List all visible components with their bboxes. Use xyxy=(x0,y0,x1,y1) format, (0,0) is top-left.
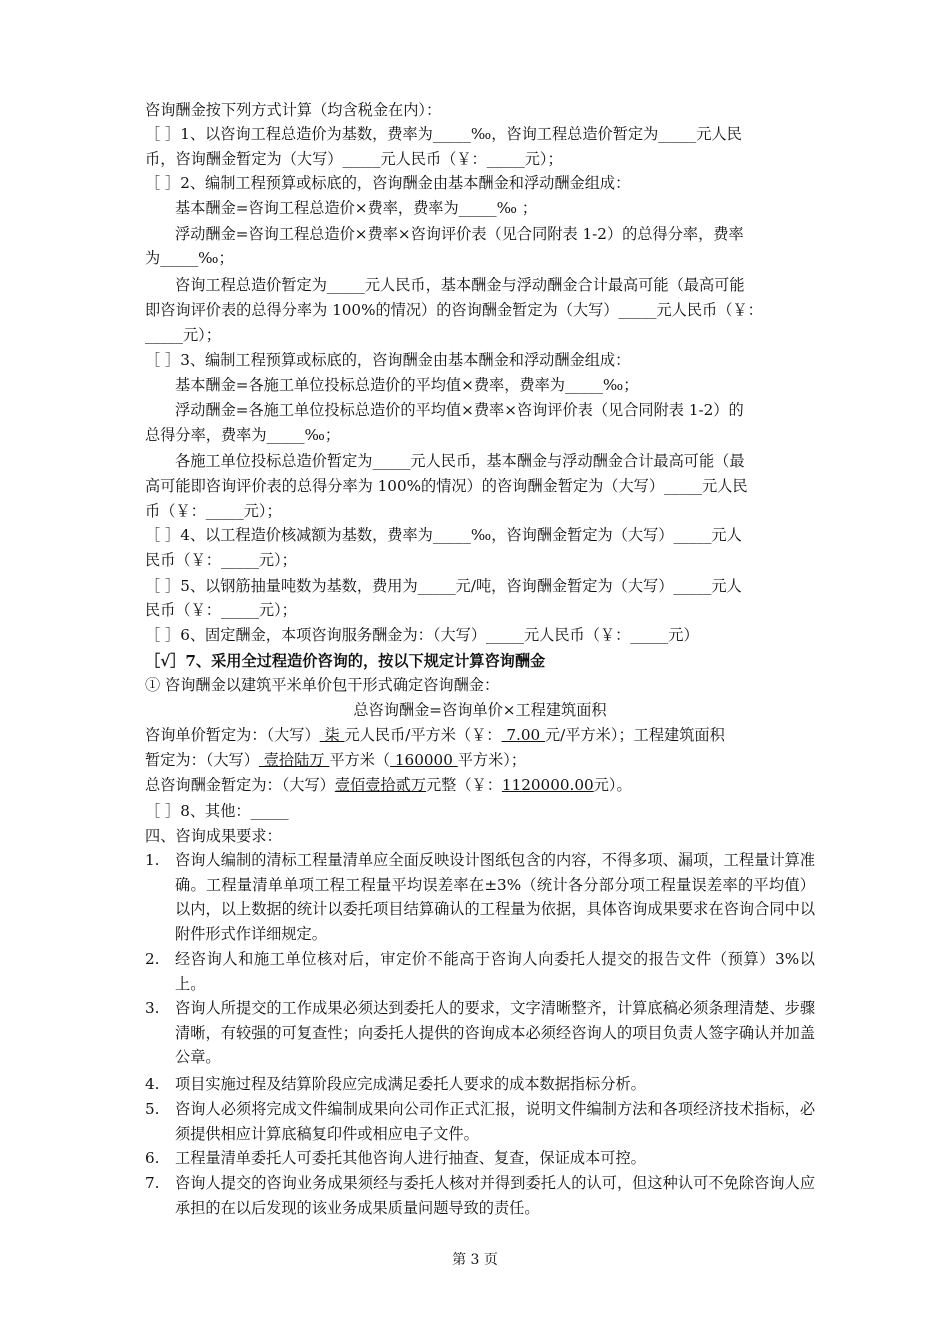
option-3-heading: ［ ］3、编制工程预算或标底的，咨询酬金由基本酬金和浮动酬金组成： xyxy=(145,351,631,369)
item-number: 3. xyxy=(145,999,160,1017)
item-text: 项目实施过程及结算阶段应完成满足委托人要求的成本数据指标分析。 xyxy=(175,1075,646,1093)
total-fee-label: 总咨询酬金暂定为：（大写） xyxy=(145,776,335,794)
item-text: 咨询人编制的清标工程量清单应全面反映设计图纸包含的内容，不得多项、漏项，工程量计算准确。工程量清单单项工程工程量平均误差率在±3%（统计各分部分项工程量误差率的平均值）以内，以上数据的统计以委托项目结算确认的工程量为依据，具体咨询成果要求在咨询合同中以附件形式作详细规定。 xyxy=(175,851,815,943)
requirement-item xyxy=(145,947,815,996)
option-2-total-line-1: 咨询工程总造价暂定为_____元人民币，基本酬金与浮动酬金合计最高可能（最高可能 xyxy=(175,276,745,294)
requirement-item xyxy=(145,1146,815,1171)
option-6-line: ［ ］6、固定酬金，本项咨询服务酬金为：（大写）_____元人民币（￥：_____元） xyxy=(145,626,699,644)
item-text: 经咨询人和施工单位核对后，审定价不能高于咨询人向委托人提交的报告文件（预算）3%以上。 xyxy=(175,950,815,993)
item-text: 咨询人必须将完成文件编制成果向公司作正式汇报，说明文件编制方法和各项经济技术指标，必须提供相应计算底稿复印件或相应电子文件。 xyxy=(175,1100,815,1143)
item-text: 咨询人所提交的工作成果必须达到委托人的要求，文字清晰整齐，计算底稿必须条理清楚、步骤清晰，有较强的可复查性；向委托人提供的咨询成本必须经咨询人的项目负责人签字确认并加盖公章。 xyxy=(175,999,815,1066)
section-4-heading: 四、咨询成果要求： xyxy=(145,827,282,845)
unit-price-line xyxy=(145,723,815,748)
area-line xyxy=(145,748,815,773)
unit-price-unit: 元人民币/平方米（￥： xyxy=(344,726,502,744)
item-number: 7. xyxy=(145,1174,160,1192)
option-7-method: ① 咨询酬金以建筑平米单价包干形式确定咨询酬金： xyxy=(145,676,500,694)
option-2-total-line-3: _____元）； xyxy=(145,326,221,344)
area-words: 壹拾陆万 xyxy=(258,751,330,769)
option-1-line-2: 币，咨询酬金暂定为（大写）_____元人民币（￥：_____元）； xyxy=(145,150,563,168)
unit-price-label: 咨询单价暂定为：（大写） xyxy=(145,726,320,744)
option-7-formula: 总咨询酬金=咨询单价×工程建筑面积 xyxy=(353,701,607,719)
item-number: 1. xyxy=(145,851,160,869)
total-fee-line xyxy=(145,773,815,798)
option-5-line-2: 民币（￥：_____元）； xyxy=(145,601,297,619)
item-number: 4. xyxy=(145,1075,160,1093)
unit-price-tail: 元/平方米）；工程建筑面积 xyxy=(544,726,725,744)
requirement-item xyxy=(145,996,815,1070)
option-3-float-rate: 总得分率，费率为_____‰； xyxy=(145,426,341,444)
area-label: 暂定为：（大写） xyxy=(145,751,259,769)
area-tail: 平方米）； xyxy=(457,751,527,769)
unit-price-words: 柒 xyxy=(319,726,345,744)
requirement-item xyxy=(145,1072,815,1097)
item-number: 2. xyxy=(145,950,160,968)
item-number: 5. xyxy=(145,1100,160,1118)
option-3-total-line-3: 币（￥：_____元）； xyxy=(145,502,282,520)
option-5-line-1: ［ ］5、以钢筋抽量吨数为基数，费用为_____元/吨，咨询酬金暂定为（大写）_____元人 xyxy=(145,577,742,595)
total-fee-number: 1120000.00 xyxy=(501,776,594,794)
option-1-line-1: ［ ］1、以咨询工程总造价为基数，费率为_____‰，咨询工程总造价暂定为_____元人民 xyxy=(145,125,742,143)
unit-price-number: 7.00 xyxy=(501,726,545,744)
item-text: 工程量清单委托人可委托其他咨询人进行抽查、复查，保证成本可控。 xyxy=(175,1149,646,1167)
total-fee-unit: 元整（￥： xyxy=(425,776,502,794)
option-3-total-line-1: 各施工单位投标总造价暂定为_____元人民币，基本酬金与浮动酬金合计最高可能（最 xyxy=(175,452,745,470)
requirement-item xyxy=(145,1171,815,1220)
page-number: 第 3 页 xyxy=(452,1252,498,1268)
option-2-float-fee: 浮动酬金=咨询工程总造价×费率×咨询评价表（见合同附表 1-2）的总得分率，费率 xyxy=(175,225,744,243)
option-2-total-line-2: 即咨询评价表的总得分率为 100%的情况）的咨询酬金暂定为（大写）_____元人民币（￥： xyxy=(145,301,763,319)
area-unit: 平方米（ xyxy=(329,751,391,769)
total-fee-words: 壹佰壹拾贰万 xyxy=(334,776,426,794)
option-3-base-fee: 基本酬金=各施工单位投标总造价的平均值×费率，费率为_____‰； xyxy=(175,376,639,394)
requirement-item xyxy=(145,848,815,946)
item-text: 咨询人提交的咨询业务成果须经与委托人核对并得到委托人的认可，但这种认可不免除咨询人应承担的在以后发现的该业务成果质量问题导致的责任。 xyxy=(175,1174,815,1217)
option-3-float-fee: 浮动酬金=各施工单位投标总造价的平均值×费率×咨询评价表（见合同附表 1-2）的 xyxy=(175,401,744,419)
area-number: 160000 xyxy=(390,751,458,769)
option-2-base-fee: 基本酬金=咨询工程总造价×费率，费率为_____‰ ； xyxy=(175,199,538,217)
option-2-heading: ［ ］2、编制工程预算或标底的，咨询酬金由基本酬金和浮动酬金组成： xyxy=(145,174,631,192)
option-4-line-2: 民币（￥：_____元）； xyxy=(145,551,297,569)
total-fee-tail: 元）。 xyxy=(593,776,632,794)
option-2-float-rate: 为_____‰； xyxy=(145,249,234,267)
option-8-line: ［ ］8、其他：_____ xyxy=(145,802,289,820)
option-3-total-line-2: 高可能即咨询评价表的总得分率为 100%的情况）的咨询酬金暂定为（大写）_____元人民 xyxy=(145,477,748,495)
fee-intro: 咨询酬金按下列方式计算（均含税金在内）： xyxy=(145,101,442,119)
item-number: 6. xyxy=(145,1149,160,1167)
requirement-item xyxy=(145,1097,815,1146)
option-4-line-1: ［ ］4、以工程造价核减额为基数，费率为_____‰，咨询酬金暂定为（大写）_____元人 xyxy=(145,526,742,544)
option-7-heading: ［√］7、采用全过程造价咨询的，按以下规定计算咨询酬金 xyxy=(145,652,546,670)
